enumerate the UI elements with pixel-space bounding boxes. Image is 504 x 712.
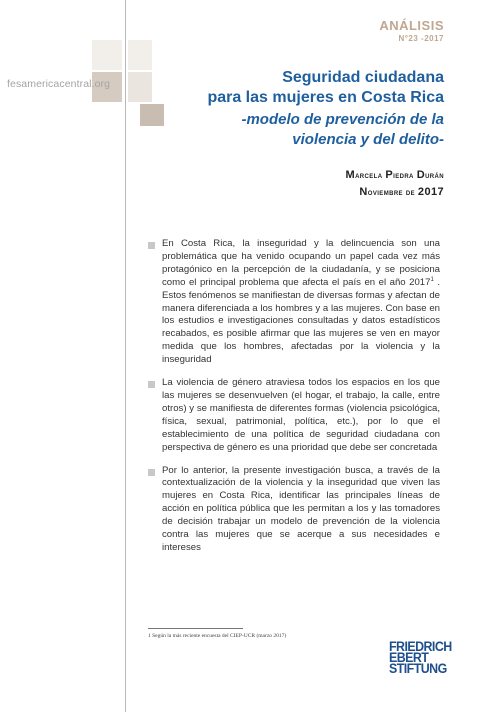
document-subtitle (241, 110, 444, 150)
vertical-rule (125, 0, 126, 712)
bullet-square (148, 242, 155, 249)
author-name: Marcela Piedra Durán (345, 169, 444, 181)
title-line: Seguridad ciudadana (282, 69, 444, 86)
subtitle-line: violencia y del delito- (292, 131, 444, 148)
decor-square (140, 104, 164, 126)
logo-line: STIFTUNG (389, 661, 447, 676)
footnote: 1 Según la más reciente encuesta del CIEP-UCR (marzo 2017) (148, 633, 287, 639)
website-label: fesamericacentral.org (7, 78, 111, 90)
series-label: ANÁLISIS (379, 18, 444, 33)
publication-date: Noviembre de 2017 (359, 186, 444, 198)
footnote-rule (148, 628, 243, 629)
summary-paragraph: En Costa Rica, la inseguridad y la delincuencia son una problemática que ha venido ocupando un papel cada vez más protagónico en la percepción de la ciudadanía, y se posiciona como el principal problema que afecta el país en el año 2017$^1$ . Estos fenómenos se manifiestan de diversas formas y afectan de manera diferenciada a los hombres y a las mujeres. Con base en los estudios e investigaciones consultadas y datos estadísticos recabados, es posible afirmar que las mujeres se ven en mayor medida que los hombres, afectadas por la violencia y la inseguridad (148, 238, 440, 367)
logo-line: EBERT (389, 650, 429, 665)
decor-square (128, 72, 152, 102)
decor-square (92, 40, 122, 70)
bullet-square (148, 469, 155, 476)
bullet-square (148, 381, 155, 388)
title-line: para las mujeres en Costa Rica (207, 89, 444, 106)
decor-square (128, 40, 152, 70)
series-number: N°23 -2017 (398, 34, 444, 43)
logo-line: FRIEDRICH (389, 639, 452, 654)
summary-body (148, 238, 440, 565)
document-title (207, 68, 444, 108)
fes-logo (389, 639, 452, 676)
subtitle-line: -modelo de prevención de la (241, 111, 444, 128)
summary-paragraph: Por lo anterior, la presente investigación busca, a través de la contextualización de la violencia y la inseguridad que viven las mujeres en Costa Rica, identificar las principales líneas de acción en política pública que les permitan a los y las tomadores de decisión trabajar un modelo de prevención de la violencia contra las mujeres que se acerque a sus necesidades e intereses (148, 465, 440, 555)
summary-paragraph: La violencia de género atraviesa todos los espacios en los que las mujeres se desenvuelven (el hogar, el trabajo, la calle, entre otros) y se manifiesta de diferentes formas (violencia psicológica, física, sexual, patrimonial, política, etc.), por lo que el establecimiento de una política de seguridad ciudadana con perspectiva de género es una prioridad que debe ser concretada (148, 377, 440, 454)
